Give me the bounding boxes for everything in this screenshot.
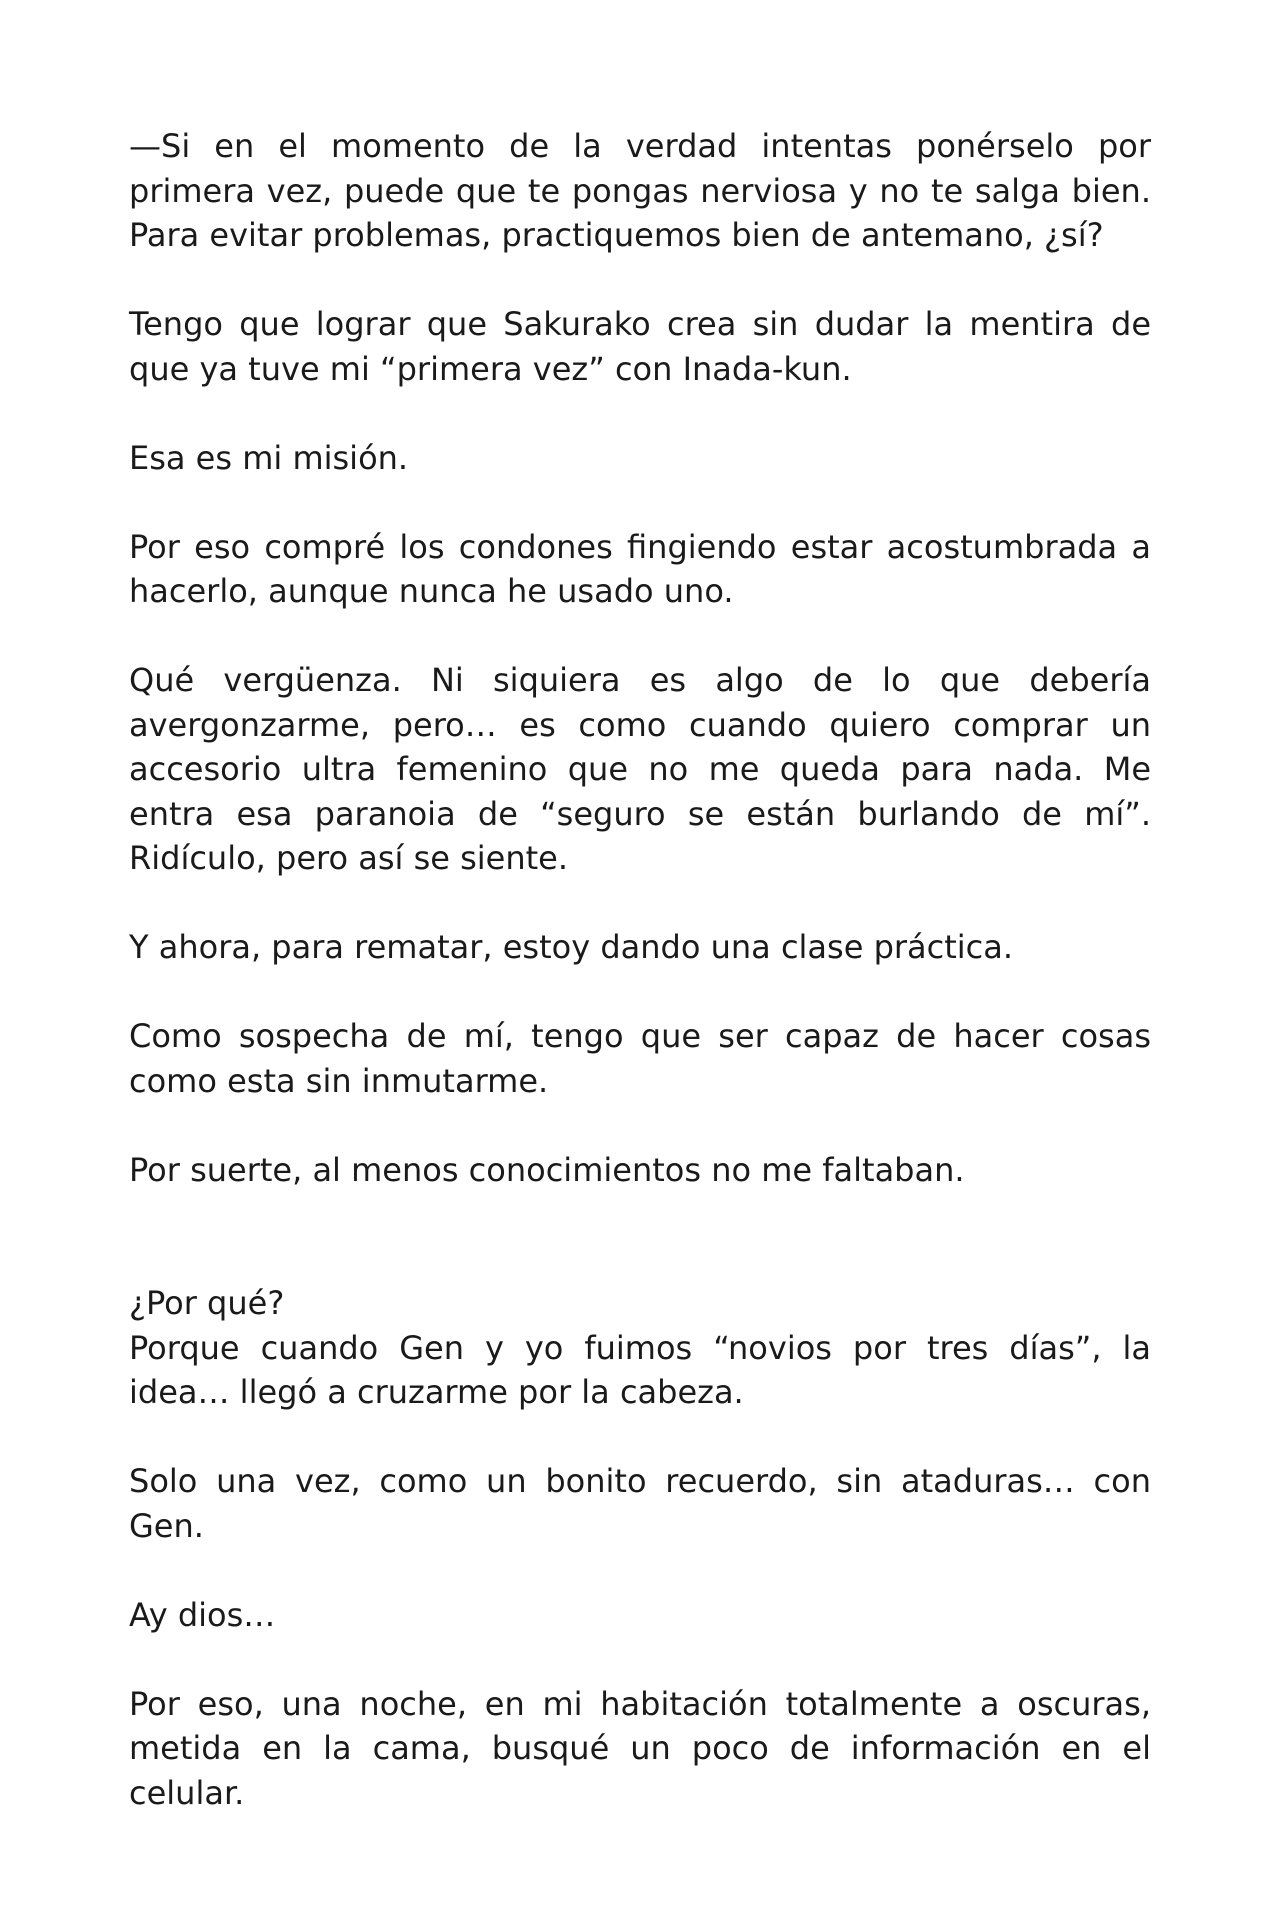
paragraph: Esa es mi misión.: [129, 438, 409, 477]
paragraph: Como sospecha de mí, tengo que ser capaz de hacer cosas como esta sin inmutarme.: [129, 1017, 1151, 1100]
paragraph: Qué vergüenza. Ni siquiera es algo de lo que debería avergonzarme, pero… es como cuando quiero comprar un accesorio ultra femenino que no me queda para nada. Me entra esa paranoia de “seguro se están burlando de mí”. Ridículo, pero así se siente.: [129, 661, 1151, 877]
paragraph: Solo una vez, como un bonito recuerdo, sin ataduras… con Gen.: [129, 1462, 1151, 1545]
paragraph: Por eso, una noche, en mi habitación totalmente a oscuras, metida en la cama, busqué un poco de información en el celular.: [129, 1684, 1151, 1812]
paragraph: Por eso compré los condones fingiendo estar acostumbrada a hacerlo, aunque nunca he usado uno.: [129, 527, 1151, 610]
paragraph: ¿Por qué?: [129, 1284, 285, 1322]
paragraph: Por suerte, al menos conocimientos no me faltaban.: [129, 1150, 965, 1189]
paragraph: Porque cuando Gen y yo fuimos “novios por tres días”, la idea… llegó a cruzarme por la cabeza.: [129, 1328, 1151, 1411]
paragraph: Ay dios…: [129, 1595, 276, 1634]
paragraph: Y ahora, para rematar, estoy dando una clase práctica.: [129, 928, 1014, 966]
paragraph: —Si en el momento de la verdad intentas ponérselo por primera vez, puede que te pongas nerviosa y no te salga bien. Para evitar problemas, practiquemos bien de antemano, ¿sí?: [129, 127, 1151, 254]
paragraph: Tengo que lograr que Sakurako crea sin dudar la mentira de que ya tuve mi “primera vez” con Inada-kun.: [129, 305, 1151, 388]
document-page: [129, 124, 1151, 1815]
